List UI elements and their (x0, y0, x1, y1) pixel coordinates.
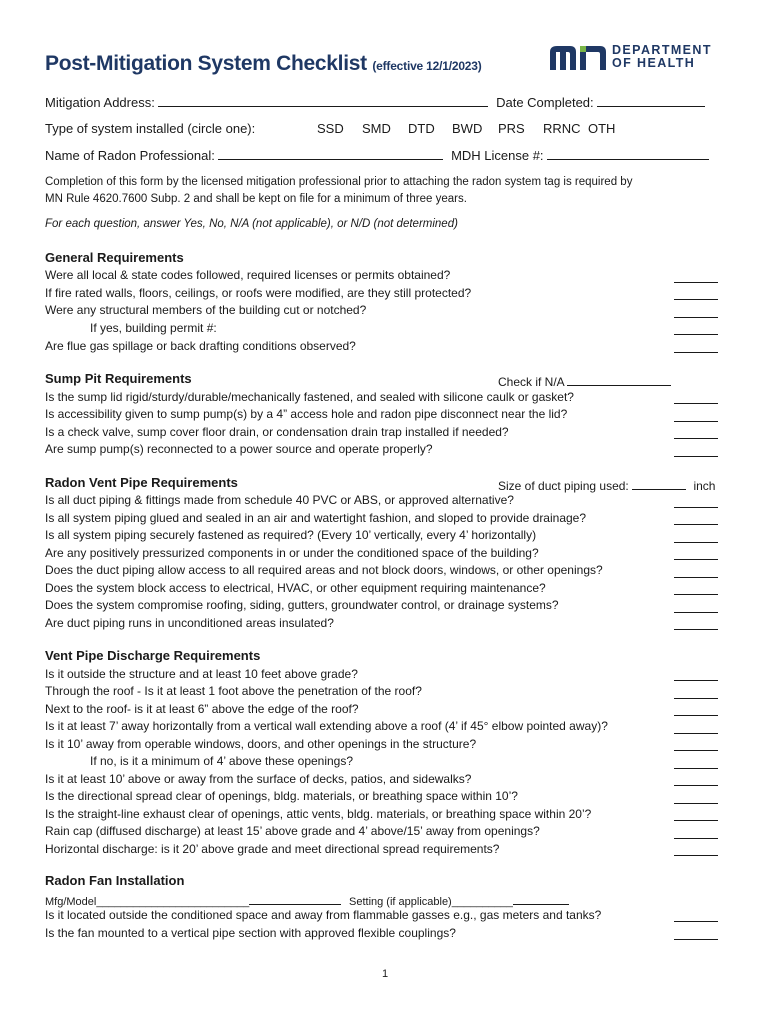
answer-field[interactable] (674, 838, 718, 839)
answer-field[interactable] (674, 524, 718, 525)
duct-size-label: Size of duct piping used: (498, 479, 629, 493)
answer-field[interactable] (674, 334, 718, 335)
professional-row (45, 146, 709, 164)
mdh-logo (550, 44, 730, 76)
intro-line-1: Completion of this form by the licensed mitigation professional prior to attaching the radon system tag is required by (45, 176, 633, 188)
header (45, 43, 725, 86)
fan-heading: Radon Fan Installation (45, 873, 185, 888)
professional-field[interactable] (218, 146, 443, 160)
general-heading: General Requirements (45, 250, 184, 265)
logo-line-1: DEPARTMENT (612, 43, 712, 57)
address-row (45, 93, 705, 111)
answer-field[interactable] (674, 438, 718, 439)
license-field[interactable] (547, 146, 709, 160)
system-type-row (45, 120, 255, 137)
question: Were all local & state codes followed, required licenses or permits obtained? (45, 268, 451, 282)
date-field[interactable] (597, 93, 705, 107)
option-smd[interactable]: SMD (362, 121, 391, 136)
answer-field[interactable] (674, 820, 718, 821)
answer-field[interactable] (674, 421, 718, 422)
question: Horizontal discharge: is it 20’ above grade and meet directional spread requirements? (45, 842, 500, 856)
address-label: Mitigation Address: (45, 95, 155, 110)
system-type-label: Type of system installed (circle one): (45, 121, 256, 136)
question: Is it outside the structure and at least 10 feet above grade? (45, 667, 358, 681)
question: If no, is it a minimum of 4’ above these openings? (90, 754, 354, 768)
question: Next to the roof- is it at least 6” above the edge of the roof? (45, 702, 359, 716)
answer-field[interactable] (674, 855, 718, 856)
answer-field[interactable] (674, 768, 718, 769)
answer-field[interactable] (674, 352, 718, 353)
discharge-heading: Vent Pipe Discharge Requirements (45, 648, 261, 663)
answer-field[interactable] (674, 594, 718, 595)
question: Are any positively pressurized components in or under the conditioned space of the building? (45, 546, 539, 560)
sump-na-row (498, 372, 671, 389)
answer-field[interactable] (674, 317, 718, 318)
question: Is it 10’ away from operable windows, doors, and other openings in the structure? (45, 737, 477, 751)
answer-field[interactable] (674, 750, 718, 751)
answer-field[interactable] (674, 456, 718, 457)
question: Is the directional spread clear of openings, bldg. materials, or breathing space within 10’? (45, 789, 518, 803)
answer-field[interactable] (674, 698, 718, 699)
question: Is the fan mounted to a vertical pipe section with approved flexible couplings? (45, 926, 456, 940)
option-oth[interactable]: OTH (588, 121, 616, 136)
question: Is all system piping securely fastened as required? (Every 10’ vertically, every 4’ horizontally) (45, 528, 537, 542)
question: Does the duct piping allow access to all required areas and not block doors, windows, or other openings? (45, 563, 603, 577)
question: Is the sump lid rigid/sturdy/durable/mechanically fastened, and sealed with silicone caulk or gasket? (45, 390, 574, 404)
question: Is the straight-line exhaust clear of openings, attic vents, bldg. materials, or breathing space within 20’? (45, 807, 592, 821)
question: Is all system piping glued and sealed in an air and watertight fashion, and sloped to provide drainage? (45, 511, 587, 525)
question: Is a check valve, sump cover floor drain, or condensation drain trap installed if needed? (45, 425, 509, 439)
duct-size-field[interactable] (632, 476, 686, 490)
option-rrnc[interactable]: RRNC (543, 121, 581, 136)
option-dtd[interactable]: DTD (408, 121, 435, 136)
question: Through the roof - Is it at least 1 foot above the penetration of the roof? (45, 684, 422, 698)
answer-field[interactable] (674, 559, 718, 560)
answer-field[interactable] (674, 939, 718, 940)
date-label: Date Completed: (496, 95, 594, 110)
option-prs[interactable]: PRS (498, 121, 525, 136)
answer-field[interactable] (674, 715, 718, 716)
address-field[interactable] (158, 93, 488, 107)
answer-field[interactable] (674, 577, 718, 578)
answer-field[interactable] (674, 403, 718, 404)
question: If fire rated walls, floors, ceilings, or roofs were modified, are they still protected? (45, 286, 472, 300)
question: Is it at least 10’ above or away from the surface of decks, patios, and sidewalks? (45, 772, 472, 786)
title-text: Post-Mitigation System Checklist (45, 52, 367, 75)
option-ssd[interactable]: SSD (317, 121, 344, 136)
answer-field[interactable] (674, 680, 718, 681)
answer-field[interactable] (674, 612, 718, 613)
answer-field[interactable] (674, 542, 718, 543)
mfg-model-field[interactable] (249, 891, 341, 905)
question: Does the system compromise roofing, siding, gutters, groundwater control, or drainage systems? (45, 598, 559, 612)
answer-field[interactable] (674, 921, 718, 922)
question: Is all duct piping & fittings made from schedule 40 PVC or ABS, or approved alternative? (45, 493, 514, 507)
duct-size-row (498, 476, 715, 493)
question: Is it at least 7’ away horizontally from a vertical wall extending above a roof (4’ if 45° elbow pointed away)? (45, 719, 608, 733)
answer-field[interactable] (674, 733, 718, 734)
sump-heading: Sump Pit Requirements (45, 371, 192, 386)
logo-text (612, 44, 712, 70)
license-label: MDH License #: (451, 148, 544, 163)
vent-heading: Radon Vent Pipe Requirements (45, 475, 238, 490)
option-bwd[interactable]: BWD (452, 121, 483, 136)
answer-field[interactable] (674, 785, 718, 786)
answer-field[interactable] (674, 299, 718, 300)
logo-line-2: OF HEALTH (612, 56, 696, 70)
page-number: 1 (381, 968, 389, 980)
page-title (45, 52, 482, 76)
answer-field[interactable] (674, 282, 718, 283)
effective-date: (effective 12/1/2023) (372, 59, 482, 73)
question: Rain cap (diffused discharge) at least 15’ above grade and 4’ above/15’ away from openings? (45, 824, 540, 838)
question: Is accessibility given to sump pump(s) by a 4” access hole and radon pipe disconnect near the lid? (45, 407, 568, 421)
instructions: For each question, answer Yes, No, N/A (not applicable), or N/D (not determined) (45, 218, 458, 230)
duct-size-unit: inch (693, 479, 716, 493)
question: If yes, building permit #: (90, 321, 217, 335)
question: Are flue gas spillage or back drafting conditions observed? (45, 339, 356, 353)
question: Were any structural members of the building cut or notched? (45, 303, 367, 317)
answer-field[interactable] (674, 629, 718, 630)
question: Are sump pump(s) reconnected to a power source and operate properly? (45, 442, 433, 456)
mn-logo-icon (550, 46, 608, 70)
intro-line-2: MN Rule 4620.7600 Subp. 2 and shall be kept on file for a minimum of three years. (45, 193, 467, 205)
answer-field[interactable] (674, 507, 718, 508)
setting-field[interactable] (513, 891, 569, 905)
professional-label: Name of Radon Professional: (45, 148, 215, 163)
mfg-model-label: Mfg/Model_________________________ (45, 896, 250, 908)
answer-field[interactable] (674, 803, 718, 804)
sump-na-label: Check if N/A (498, 375, 565, 389)
sump-na-field[interactable] (567, 372, 671, 386)
question: Is it located outside the conditioned space and away from flammable gasses e.g., gas meters and tanks? (45, 908, 602, 922)
setting-label: Setting (if applicable)__________ (349, 896, 513, 908)
question: Does the system block access to electrical, HVAC, or other equipment requiring maintenance? (45, 581, 546, 595)
question: Are duct piping runs in unconditioned areas insulated? (45, 616, 334, 630)
